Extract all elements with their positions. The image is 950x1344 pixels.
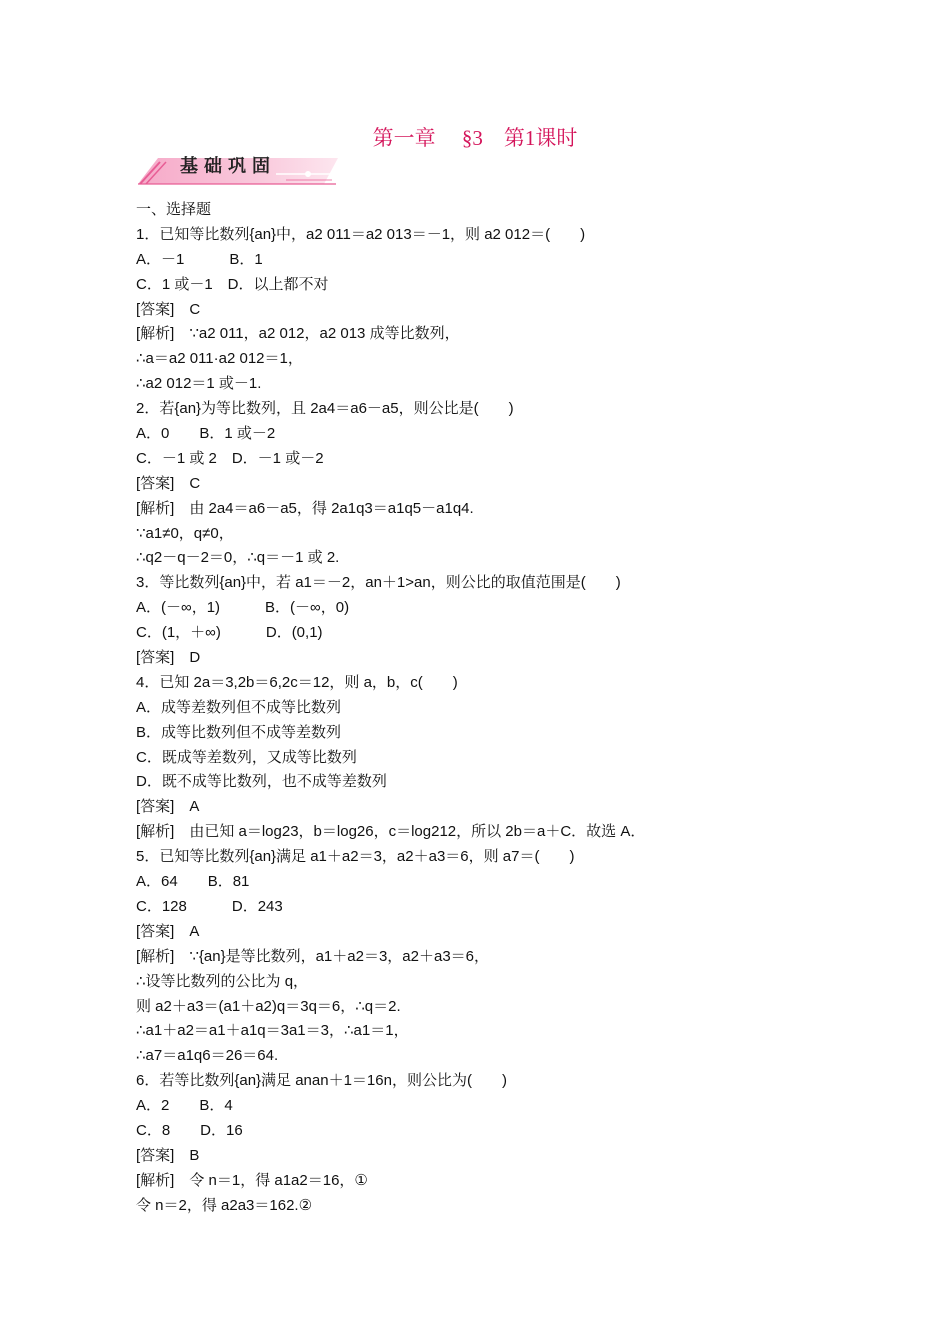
question-3: 3．等比数列{an}中，若 a1＝－2，an＋1>an，则公比的取值范围是( ) xyxy=(136,574,621,592)
question-2-solution: [解析] 由 2a4＝a6－a5，得 2a1q3＝a1q5－a1q4. xyxy=(136,499,474,517)
question-3-options-ab: A．(－∞，1) B．(－∞，0) xyxy=(136,599,350,617)
question-4-option-c: C．既成等差数列，又成等比数列 xyxy=(136,748,357,766)
question-5-solution-step: ∴a1＋a2＝a1＋a1q＝3a1＝3，∴a1＝1， xyxy=(136,1022,409,1040)
question-2-answer: [答案] C xyxy=(136,474,201,492)
question-1-options-ab: A．－1 B．1 xyxy=(136,250,263,268)
question-4-option-a: A．成等差数列但不成等比数列 xyxy=(136,698,342,716)
question-2-solution-step: ∴q2－q－2＝0，∴q＝－1 或 2. xyxy=(136,549,340,567)
question-6-solution-step: 令 n＝2，得 a2a3＝162.② xyxy=(136,1196,313,1214)
question-5-options-ab: A．64 B．81 xyxy=(136,873,250,891)
question-6-options-cd: C．8 D．16 xyxy=(136,1121,243,1139)
question-3-options-cd: C．(1，＋∞) D．(0,1) xyxy=(136,624,323,642)
question-5-solution-step: 则 a2＋a3＝(a1＋a2)q＝3q＝6，∴q＝2. xyxy=(136,997,401,1015)
question-5-answer: [答案] A xyxy=(136,922,200,940)
question-5-options-cd: C．128 D．243 xyxy=(136,897,283,915)
question-5-solution-step: ∴设等比数列的公比为 q， xyxy=(136,972,309,990)
question-1-solution-step: ∴a＝a2 011·a2 012＝1， xyxy=(136,350,303,368)
question-2-options-cd: C．－1 或 2 D．－1 或－2 xyxy=(136,449,324,467)
question-2-solution-step: ∵a1≠0，q≠0， xyxy=(136,524,234,542)
question-4-option-b: B．成等比数列但不成等差数列 xyxy=(136,723,342,741)
section-banner-label: 基础巩固 xyxy=(180,156,276,177)
question-6-solution: [解析] 令 n＝1，得 a1a2＝16，① xyxy=(136,1171,368,1189)
question-1-solution: [解析] ∵a2 011，a2 012，a2 013 成等比数列， xyxy=(136,325,460,343)
question-1-solution-step: ∴a2 012＝1 或－1. xyxy=(136,375,262,393)
question-4: 4．已知 2a＝3,2b＝6,2c＝12，则 a，b，c( ) xyxy=(136,673,458,691)
section-banner xyxy=(136,150,340,188)
question-1: 1．已知等比数列{an}中，a2 011＝a2 013＝－1，则 a2 012＝( ) xyxy=(136,225,586,243)
exercise-content xyxy=(136,198,816,1219)
section-heading: 一、选择题 xyxy=(136,201,212,218)
question-5-solution-step: ∴a7＝a1q6＝26＝64. xyxy=(136,1047,279,1065)
question-5: 5．已知等比数列{an}满足 a1＋a2＝3，a2＋a3＝6，则 a7＝( ) xyxy=(136,848,575,866)
question-5-solution: [解析] ∵{an}是等比数列，a1＋a2＝3，a2＋a3＝6， xyxy=(136,947,490,965)
question-6: 6．若等比数列{an}满足 anan＋1＝16n，则公比为( ) xyxy=(136,1072,507,1090)
question-3-answer: [答案] D xyxy=(136,649,201,667)
page-title: 第一章 §3 第1课时 xyxy=(372,126,578,150)
question-6-answer: [答案] B xyxy=(136,1146,200,1164)
question-2-options-ab: A．0 B．1 或－2 xyxy=(136,425,276,443)
question-4-solution: [解析] 由已知 a＝log23，b＝log26，c＝log212，所以 2b＝a＋C．故选 A． xyxy=(136,823,646,841)
question-6-options-ab: A．2 B．4 xyxy=(136,1097,233,1115)
question-1-options-cd: C．1 或－1 D．以上都不对 xyxy=(136,275,329,293)
question-1-answer: [答案] C xyxy=(136,300,201,318)
question-2: 2．若{an}为等比数列，且 2a4＝a6－a5，则公比是( ) xyxy=(136,400,514,418)
question-4-option-d: D．既不成等比数列，也不成等差数列 xyxy=(136,773,387,791)
question-4-answer: [答案] A xyxy=(136,798,200,816)
